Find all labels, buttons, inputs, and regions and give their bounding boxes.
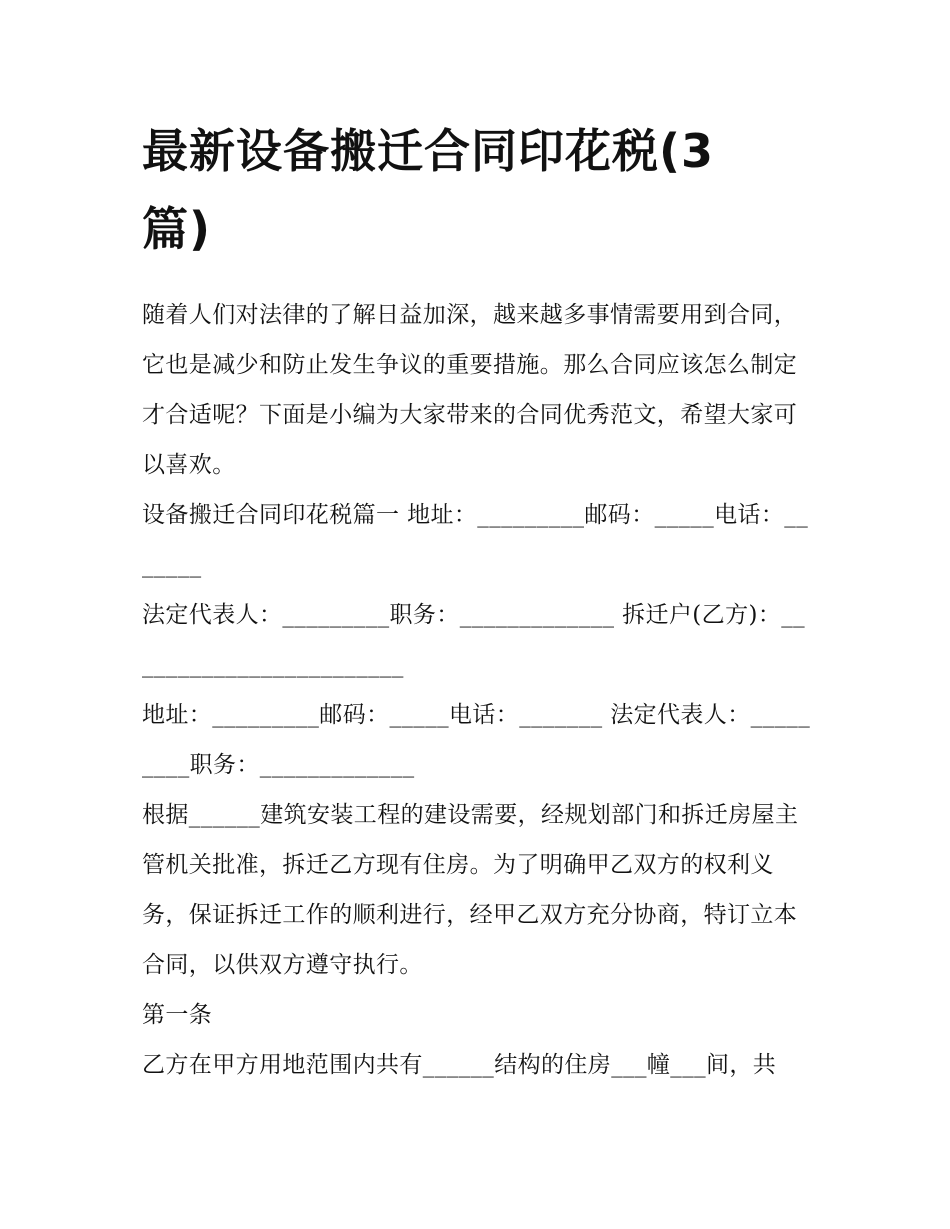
address-line: 地址：_________邮码：_____电话：_______ 法定代表人：_________职务：_____________ [142,702,811,778]
party-line: 法定代表人：_________职务：_____________ 拆迁户(乙方)：________________________ [142,602,806,678]
section1-header-line: 设备搬迁合同印花税篇一 地址：_________邮码：_____电话：_______ [142,502,809,578]
article1-text: 乙方在甲方用地范围内共有______结构的住房___幢___间，共 [142,1052,777,1078]
document-title: 最新设备搬迁合同印花税(3篇) [142,124,715,256]
article1-title: 第一条 [142,1002,213,1028]
basis-paragraph: 根据______建筑安装工程的建设需要，经规划部门和拆迁房屋主管机关批准，拆迁乙方现有住房。为了明确甲乙双方的权利义务，保证拆迁工作的顺利进行，经甲乙双方充分协商，特订立本合同，以供双方遵守执行。 [142,802,799,978]
document-content [142,112,812,1090]
intro-paragraph: 随着人们对法律的了解日益加深，越来越多事情需要用到合同，它也是减少和防止发生争议的重要措施。那么合同应该怎么制定才合适呢？下面是小编为大家带来的合同优秀范文，希望大家可以喜欢。 [142,302,798,478]
